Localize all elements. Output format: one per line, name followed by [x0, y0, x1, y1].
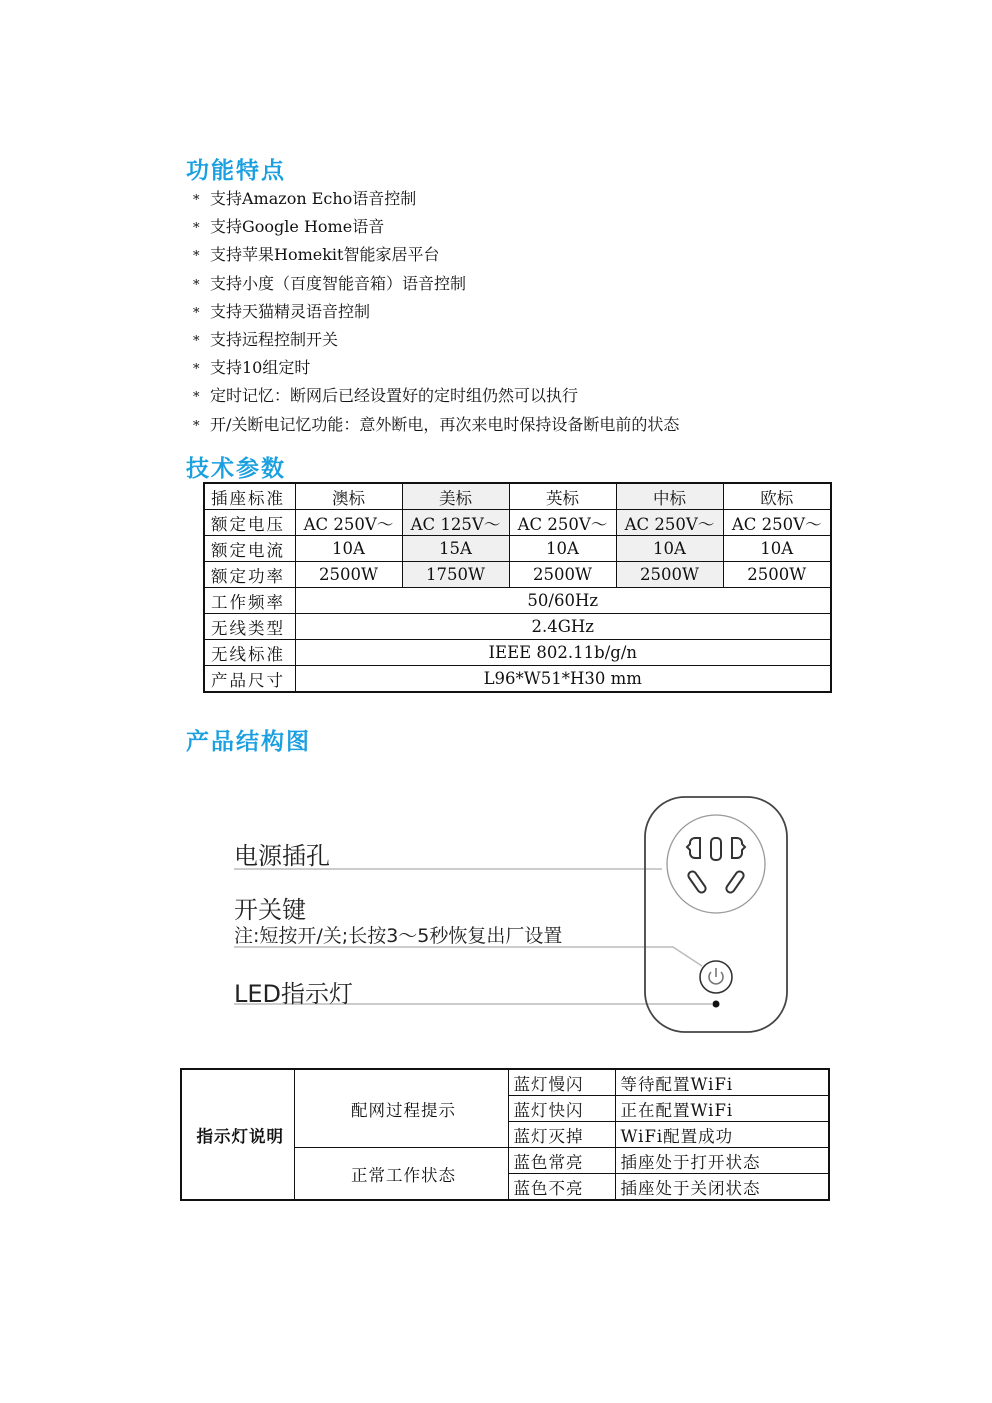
item-text: 支持苹果Homekit智能家居平台 [210, 245, 440, 265]
bullet: * [193, 362, 200, 378]
table-cell: 2500W [509, 562, 616, 588]
item-text: 支持小度（百度智能音箱）语音控制 [210, 273, 467, 293]
table-cell: AC 250V～ [723, 510, 831, 536]
table-cell: AC 250V～ [509, 510, 616, 536]
switch-leader-line [234, 947, 702, 966]
table-cell: 2500W [723, 562, 831, 588]
table-cell: 10A [295, 536, 402, 562]
row-label: 产品尺寸 [204, 666, 295, 693]
table-cell: 英标 [509, 483, 616, 510]
table-cell: 1750W [402, 562, 509, 588]
switch-note: 注:短按开/关;长按3～5秒恢复出厂设置 [234, 925, 563, 947]
led-table-title: 指示灯说明 [181, 1069, 294, 1200]
table-cell: 10A [509, 536, 616, 562]
table-cell: 2500W [295, 562, 402, 588]
group-label: 正常工作状态 [294, 1148, 508, 1201]
item-text: 支持远程控制开关 [210, 330, 339, 350]
bullet: * [193, 418, 200, 434]
features-heading: 功能特点 [186, 158, 286, 184]
row-label: 插座标准 [204, 483, 295, 510]
socket-icon [667, 815, 765, 913]
light-state: 蓝灯快闪 [508, 1096, 615, 1122]
light-state: 蓝色常亮 [508, 1148, 615, 1174]
light-state: 蓝灯灭掉 [508, 1122, 615, 1148]
bullet: * [193, 221, 200, 237]
socket-label: 电源插孔 [234, 842, 330, 870]
light-state: 蓝灯慢闪 [508, 1069, 615, 1096]
table-cell: L96*W51*H30 mm [295, 666, 831, 693]
table-cell: 中标 [616, 483, 723, 510]
bullet: * [193, 277, 200, 293]
row-label: 额定功率 [204, 562, 295, 588]
row-label: 无线类型 [204, 614, 295, 640]
bullet: * [193, 249, 200, 265]
table-cell: 50/60Hz [295, 588, 831, 614]
light-meaning: 等待配置WiFi [615, 1069, 829, 1096]
table-cell: 2500W [616, 562, 723, 588]
table-cell: 澳标 [295, 483, 402, 510]
plug-body-outline [645, 797, 787, 1032]
power-button-icon [700, 961, 732, 993]
table-cell: AC 250V～ [295, 510, 402, 536]
bullet: * [193, 390, 200, 406]
table-cell: 15A [402, 536, 509, 562]
led-table [180, 1068, 830, 1201]
group-label: 配网过程提示 [294, 1069, 508, 1148]
bullet: * [193, 305, 200, 321]
switch-label: 开关键 [234, 896, 306, 924]
item-text: 支持天猫精灵语音控制 [210, 301, 371, 321]
table-cell: AC 250V～ [616, 510, 723, 536]
row-label: 额定电压 [204, 510, 295, 536]
table-row [181, 1069, 829, 1096]
led-label: LED指示灯 [234, 980, 354, 1008]
item-text: 开/关断电记忆功能：意外断电，再次来电时保持设备断电前的状态 [210, 414, 680, 434]
structure-heading: 产品结构图 [186, 729, 311, 755]
table-cell: IEEE 802.11b/g/n [295, 640, 831, 666]
item-text: 定时记忆：断网后已经设置好的定时组仍然可以执行 [210, 386, 579, 406]
item-text: 支持10组定时 [210, 358, 311, 378]
light-meaning: 正在配置WiFi [615, 1096, 829, 1122]
row-label: 工作频率 [204, 588, 295, 614]
bullet: * [193, 193, 200, 208]
table-cell: 美标 [402, 483, 509, 510]
item-text: 支持Amazon Echo语音控制 [210, 189, 417, 208]
led-indicator-dot [713, 1001, 720, 1008]
row-label: 无线标准 [204, 640, 295, 666]
table-cell: 10A [616, 536, 723, 562]
light-state: 蓝色不亮 [508, 1174, 615, 1201]
bullet: * [193, 334, 200, 350]
light-meaning: 插座处于打开状态 [615, 1148, 829, 1174]
row-label: 额定电流 [204, 536, 295, 562]
table-cell: 2.4GHz [295, 614, 831, 640]
specs-heading: 技术参数 [186, 456, 286, 482]
table-cell: AC 125V～ [402, 510, 509, 536]
light-meaning: WiFi配置成功 [615, 1122, 829, 1148]
table-cell: 10A [723, 536, 831, 562]
item-text: 支持Google Home语音 [210, 217, 385, 237]
table-cell: 欧标 [723, 483, 831, 510]
light-meaning: 插座处于关闭状态 [615, 1174, 829, 1201]
